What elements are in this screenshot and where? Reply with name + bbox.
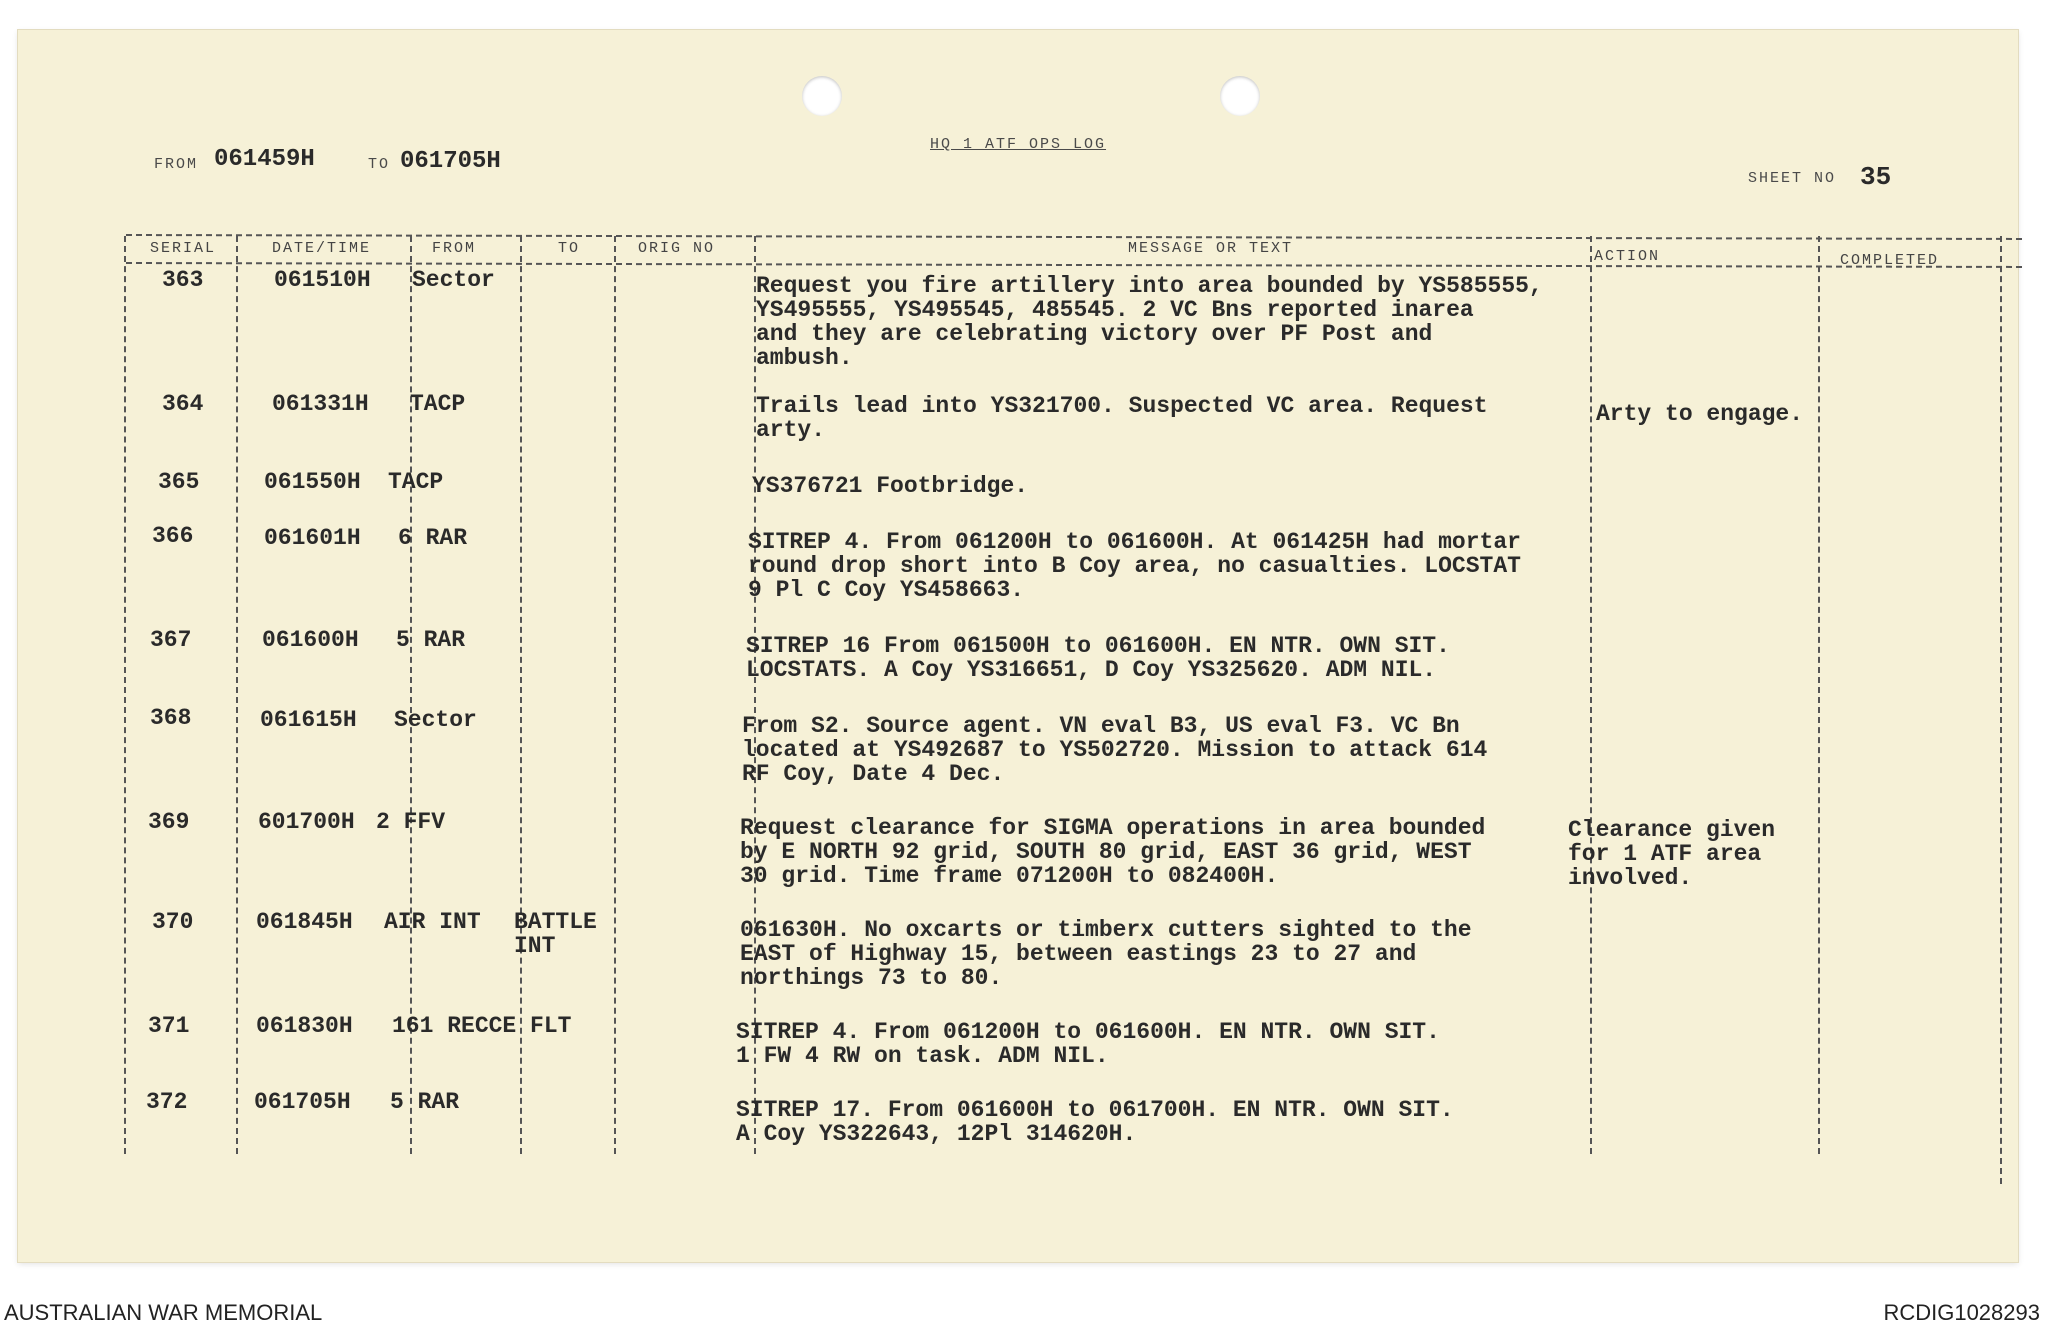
rule-to-right	[614, 236, 616, 1154]
rule-serial-left	[124, 236, 126, 1154]
from-cell: 2 FFV	[376, 809, 446, 835]
col-action: ACTION	[1594, 248, 1661, 265]
datetime-cell: 061550H	[264, 469, 361, 495]
col-orig-no: ORIG NO	[638, 240, 716, 257]
punch-hole-right	[1220, 76, 1260, 116]
from-cell: Sector	[394, 707, 477, 733]
sheet-number: 35	[1860, 162, 1892, 192]
to-cell: BATTLE INT	[514, 909, 597, 959]
serial-cell: 364	[162, 391, 204, 417]
message-cell: SITREP 16 From 061500H to 061600H. EN NTR. OWN SIT. LOCSTATS. A Coy YS316651, D Coy YS325620. ADM NIL.	[746, 633, 1450, 683]
rule-serial-right	[236, 236, 238, 1154]
datetime-cell: 061600H	[262, 627, 359, 653]
serial-cell: 363	[162, 267, 204, 293]
col-datetime: DATE/TIME	[272, 240, 372, 257]
datetime-cell: 061510H	[274, 267, 371, 293]
from-cell: TACP	[410, 391, 466, 417]
from-cell: TACP	[388, 469, 444, 495]
datetime-cell: 061845H	[256, 909, 353, 935]
message-cell: SITREP 4. From 061200H to 061600H. At 061425H had mortar round drop short into B Coy area, no casualties. LOCSTAT 9 Pl C Coy YS458663.	[748, 529, 1521, 603]
from-cell: 5 RAR	[390, 1089, 460, 1115]
message-cell: 061630H. No oxcarts or timberx cutters sighted to the EAST of Highway 15, between eastings 23 to 27 and northings 73 to 80.	[740, 917, 1472, 991]
archive-credit: AUSTRALIAN WAR MEMORIAL	[4, 1300, 323, 1325]
punch-hole-left	[802, 76, 842, 116]
datetime-cell: 601700H	[258, 809, 355, 835]
serial-cell: 366	[152, 523, 194, 549]
serial-cell: 372	[146, 1089, 188, 1115]
message-cell: From S2. Source agent. VN eval B3, US eval F3. VC Bn located at YS492687 to YS502720. Mission to attack 614 RF Coy, Date 4 Dec.	[742, 713, 1488, 787]
message-cell: YS376721 Footbridge.	[752, 473, 1029, 499]
serial-cell: 368	[150, 705, 192, 731]
rule-message-right	[1590, 236, 1592, 1154]
col-to: TO	[558, 240, 581, 257]
serial-cell: 370	[152, 909, 194, 935]
datetime-cell: 061601H	[264, 525, 361, 551]
rule-completed-right	[2000, 236, 2002, 1184]
rule-action-right	[1818, 236, 1820, 1154]
to-value: 061705H	[400, 148, 501, 175]
datetime-cell: 061331H	[272, 391, 369, 417]
message-cell: Trails lead into YS321700. Suspected VC area. Request arty.	[756, 393, 1488, 443]
message-cell: SITREP 4. From 061200H to 061600H. EN NTR. OWN SIT. 1 FW 4 RW on task. ADM NIL.	[736, 1019, 1440, 1069]
action-cell: Clearance given for 1 ATF area involved.	[1568, 817, 1776, 891]
col-serial: SERIAL	[150, 240, 217, 257]
log-sheet	[18, 30, 2018, 1262]
serial-cell: 369	[148, 809, 190, 835]
rule-orig-right	[754, 236, 756, 1154]
page-title: HQ 1 ATF OPS LOG	[930, 136, 1107, 153]
serial-cell: 365	[158, 469, 200, 495]
message-cell: SITREP 17. From 061600H to 061700H. EN NTR. OWN SIT. A Coy YS322643, 12Pl 314620H.	[736, 1097, 1454, 1147]
to-label: TO	[368, 156, 391, 173]
serial-cell: 371	[148, 1013, 190, 1039]
from-value: 061459H	[214, 146, 315, 173]
datetime-cell: 061830H	[256, 1013, 353, 1039]
message-cell: Request clearance for SIGMA operations in area bounded by E NORTH 92 grid, SOUTH 80 grid, EAST 36 grid, WEST 30 grid. Time frame 071200H to 082400H.	[740, 815, 1486, 889]
col-message: MESSAGE OR TEXT	[1128, 240, 1294, 257]
datetime-cell: 061705H	[254, 1089, 351, 1115]
from-cell: 161 RECCE FLT	[392, 1013, 572, 1039]
datetime-cell: 061615H	[260, 707, 357, 733]
from-cell: Sector	[412, 267, 495, 293]
from-cell: 6 RAR	[398, 525, 468, 551]
from-cell: AIR INT	[384, 909, 481, 935]
message-cell: Request you fire artillery into area bounded by YS585555, YS495555, YS495545, 485545. 2 VC Bns reported inarea and they are celebrating victory over PF Post and ambush.	[756, 273, 1543, 371]
col-from: FROM	[432, 240, 477, 257]
sheet-label: SHEET NO	[1748, 170, 1837, 187]
from-label: FROM	[154, 156, 199, 173]
archive-id: RCDIG1028293	[1883, 1300, 2040, 1325]
col-completed: COMPLETED	[1840, 252, 1940, 269]
serial-cell: 367	[150, 627, 192, 653]
action-cell: Arty to engage.	[1596, 401, 1804, 427]
from-cell: 5 RAR	[396, 627, 466, 653]
